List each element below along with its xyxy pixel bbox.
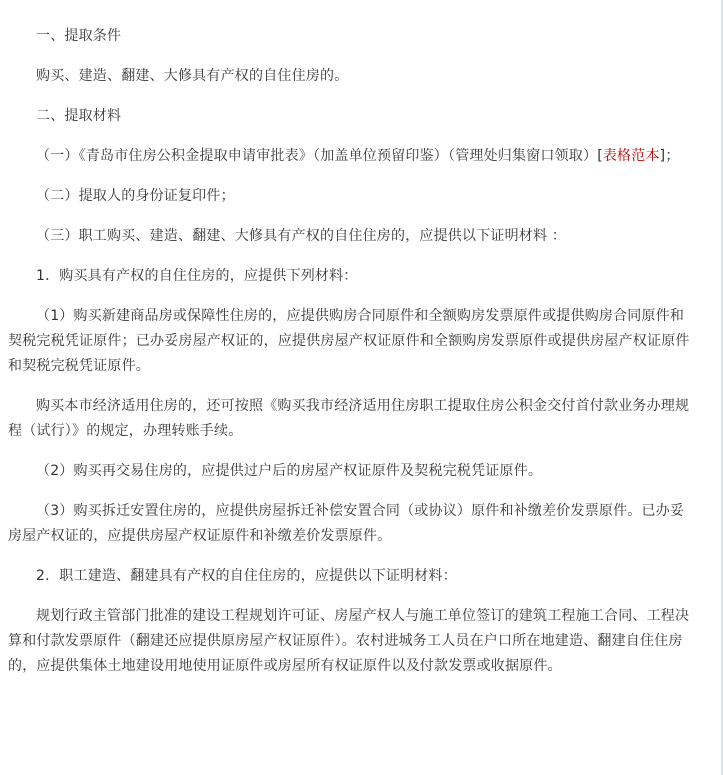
form-sample-link[interactable]: 表格范本 bbox=[602, 148, 660, 164]
article-body bbox=[8, 24, 698, 694]
material-item-1 bbox=[8, 144, 698, 169]
build-materials-text: 规划行政主管部门批准的建设工程规划许可证、房屋产权人与施工单位签订的建筑工程施工合同、工程决算和付款发票原件（翻建还应提供原房屋产权证原件）。农村进城务工人员在户口所在地建造、翻建自住住房的，应提供集体土地建设用地使用证原件或房屋所有权证原件以及付款发票或收据原件。 bbox=[8, 608, 690, 674]
material-item-3: （三）职工购买、建造、翻建、大修具有产权的自住住房的，应提供以下证明材料 ： bbox=[36, 228, 567, 244]
section-heading-materials: 二、提取材料 bbox=[36, 108, 122, 124]
purchase-item-1: （1）购买新建商品房或保障性住房的，应提供购房合同原件和全额购房发票原件或提供购房合同原件和契税完税凭证原件；已办妥房屋产权证的，应提供房屋产权证原件和全额购房发票原件或提供房屋产权证原件和契税完税凭证原件。 bbox=[8, 308, 690, 374]
conditions-text: 购买、建造、翻建、大修具有产权的自住住房的。 bbox=[36, 68, 349, 84]
material-item-2: （二）提取人的身份证复印件； bbox=[36, 188, 235, 204]
subsection-build: 2．职工建造、翻建具有产权的自住住房的，应提供以下证明材料： bbox=[36, 568, 457, 584]
material-item-1-text: （一）《青岛市住房公积金提取申请审批表》（加盖单位预留印鉴）（管理处归集窗口领取）[ bbox=[36, 148, 603, 164]
section-heading-conditions: 一、提取条件 bbox=[36, 28, 122, 44]
purchase-item-3: （3）购买拆迁安置住房的，应提供房屋拆迁补偿安置合同（或协议）原件和补缴差价发票原件。已办妥房屋产权证的，应提供房屋产权证原件和补缴差价发票原件。 bbox=[8, 503, 685, 544]
purchase-affordable-note: 购买本市经济适用住房的，还可按照《购买我市经济适用住房职工提取住房公积金交付首付款业务办理规程（试行）》的规定，办理转账手续。 bbox=[8, 398, 690, 439]
purchase-item-2: （2）购买再交易住房的，应提供过户后的房屋产权证原件及契税完税凭证原件。 bbox=[36, 463, 543, 479]
material-item-1-suffix: ]； bbox=[659, 148, 680, 164]
subsection-purchase: 1．购买具有产权的自住住房的，应提供下列材料： bbox=[36, 268, 358, 284]
